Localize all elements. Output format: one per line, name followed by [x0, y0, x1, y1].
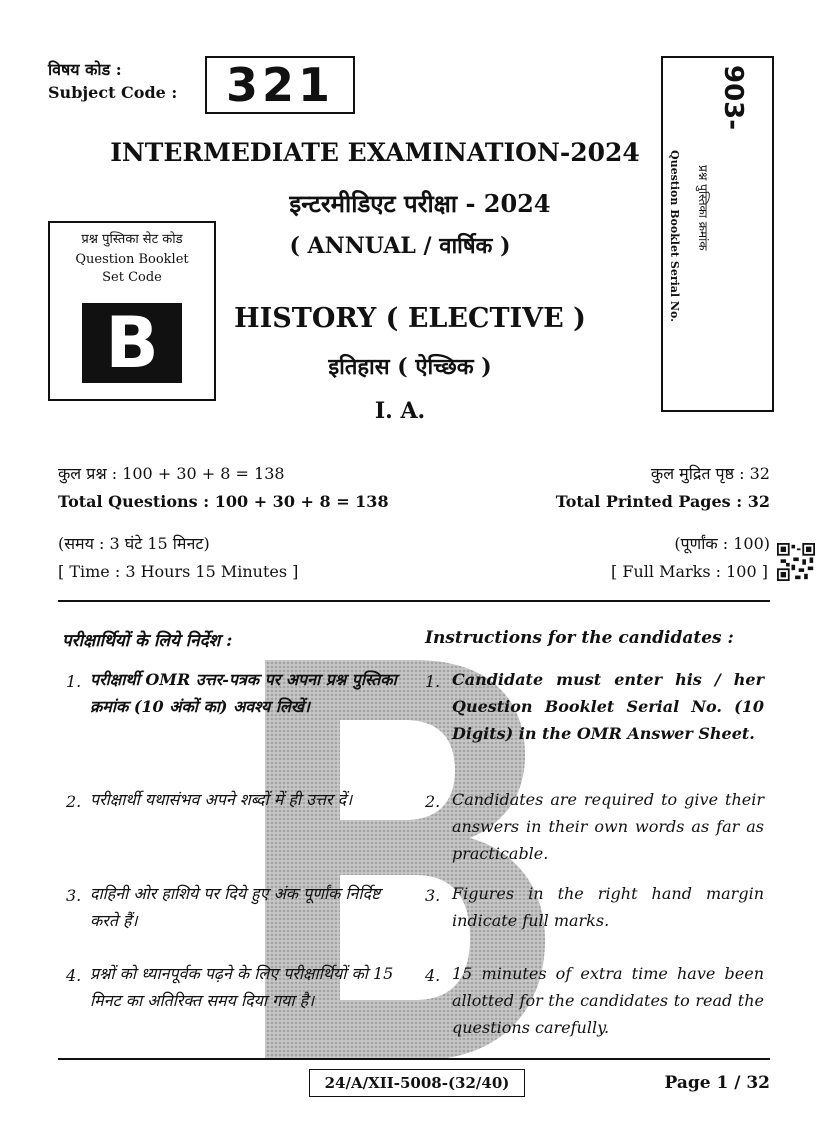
subject-code-box: 321	[205, 56, 355, 114]
set-code-letter: B	[82, 303, 182, 383]
annual-label: ( ANNUAL / वार्षिक )	[289, 233, 511, 259]
exam-title: INTERMEDIATE EXAMINATION-2024	[110, 138, 640, 167]
instruction-text-en: Figures in the right hand margin indicate full marks.	[452, 884, 764, 930]
instruction-text-en: 15 minutes of extra time have been allotted for the candidates to read the questions carefully.	[452, 964, 764, 1037]
stream-label: I. A.	[374, 398, 426, 424]
bottom-divider	[58, 1058, 770, 1060]
set-code-label-line1: Question Booklet	[75, 252, 189, 267]
instructions-heading-hi: परीक्षार्थियों के लिये निर्देश :	[62, 631, 233, 651]
marks-en: [ Full Marks : 100 ]	[611, 562, 768, 581]
subject-code-label-en: Subject Code :	[48, 83, 178, 102]
instruction-text-hi: प्रश्नों को ध्यानपूर्वक पढ़ने के लिए परीक्षार्थियों को 15 मिनट का अतिरिक्त समय दिया गया है।	[90, 964, 394, 1010]
instruction-text-en: Candidates are required to give their answers in their own words as far as practicable.	[452, 790, 764, 863]
total-pages-en: Total Printed Pages : 32	[555, 492, 770, 511]
serial-number: 903-	[718, 65, 748, 131]
instruction-text-en: Candidate must enter his / her Question Booklet Serial No. (10 Digits) in the OMR Answer Sheet.	[452, 670, 764, 743]
set-code-label-hi: प्रश्न पुस्तिका सेट कोड	[81, 232, 183, 247]
serial-label-hi: प्रश्न पुस्तिका क्रमांक	[696, 165, 710, 251]
instruction-number-hi: 3.	[66, 886, 82, 905]
instruction-number-en: 4.	[425, 966, 441, 985]
subject-code-label-hi: विषय कोड :	[48, 60, 122, 79]
instruction-number-hi: 1.	[66, 672, 82, 691]
total-questions-en: Total Questions : 100 + 30 + 8 = 138	[58, 492, 389, 511]
instruction-number-hi: 4.	[66, 966, 82, 985]
set-code-label-en	[48, 251, 216, 287]
time-hi: (समय : 3 घंटे 15 मिनट)	[58, 534, 210, 553]
time-en: [ Time : 3 Hours 15 Minutes ]	[58, 562, 299, 581]
total-questions-hi: कुल प्रश्न : 100 + 30 + 8 = 138	[58, 464, 285, 483]
subject-title: HISTORY ( ELECTIVE )	[234, 303, 586, 334]
instructions-heading-en: Instructions for the candidates :	[425, 628, 734, 648]
instruction-text-hi: परीक्षार्थी OMR उत्तर-पत्रक पर अपना प्रश्न पुस्तिका क्रमांक (10 अंकों का) अवश्य लिखें।	[90, 670, 397, 716]
qr-code-icon	[777, 543, 815, 581]
page-number: Page 1 / 32	[664, 1073, 770, 1093]
instruction-text-hi: परीक्षार्थी यथासंभव अपने शब्दों में ही उत्तर दें।	[90, 790, 353, 809]
instruction-number-en: 2.	[425, 792, 441, 811]
top-divider	[58, 600, 770, 602]
subject-code-label	[48, 58, 177, 104]
total-pages-hi: कुल मुद्रित पृष्ठ : 32	[650, 464, 770, 483]
instruction-number-en: 1.	[425, 672, 441, 691]
paper-code: 24/A/XII-5008-(32/40)	[309, 1069, 525, 1097]
set-code-label-line2: Set Code	[102, 270, 162, 285]
exam-title-hi: इन्टरमीडिएट परीक्षा - 2024	[289, 189, 551, 218]
serial-label-en: Question Booklet Serial No.	[668, 150, 681, 322]
marks-hi: (पूर्णांक : 100)	[674, 534, 770, 553]
subject-title-hi: इतिहास ( ऐच्छिक )	[328, 354, 492, 380]
instruction-number-en: 3.	[425, 886, 441, 905]
instruction-text-hi: दाहिनी ओर हाशिये पर दिये हुए अंक पूर्णांक निर्दिष्ट करते हैं।	[90, 884, 381, 930]
instruction-number-hi: 2.	[66, 792, 82, 811]
